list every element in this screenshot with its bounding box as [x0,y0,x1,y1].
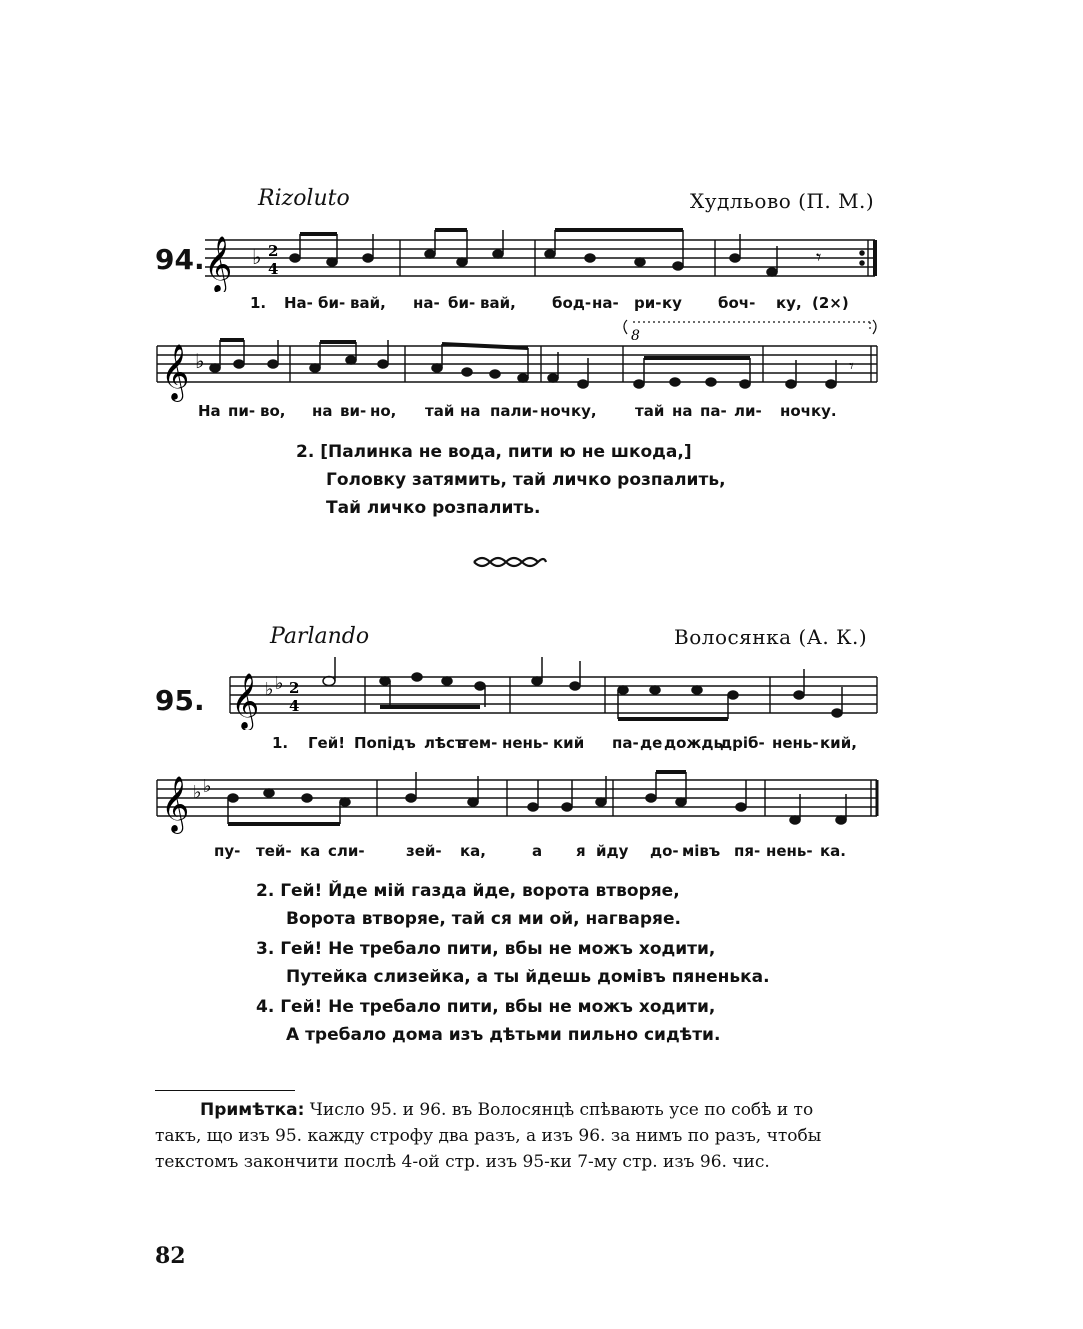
song-number-95: 95. [155,684,205,717]
lyric-94-1-0: 1. [250,294,267,312]
lyric-95-2-13: ка. [820,842,847,860]
staff-95-1 [225,655,890,730]
lyric-95-2-12: нень- [766,842,813,860]
svg-text:𝄾: 𝄾 [849,356,854,377]
lyric-95-1-5: нень- [502,734,549,752]
lyric-95-2-9: до- [650,842,679,860]
lyric-95-1-11: нень- [772,734,819,752]
svg-text:♭: ♭ [195,349,205,373]
lyric-95-2-0: пу- [214,842,241,860]
verse-95-3-line-1: 3. Гей! Не требало пити, вбы не можъ ходити, [256,939,716,959]
lyric-95-1-2: Попідъ [354,734,416,752]
lyric-94-2-13: ли- [734,402,762,420]
svg-text:4: 4 [289,697,300,715]
lyric-94-1-9: ри- [634,294,662,312]
verse-94-line-2: Головку затямить, тай личко розпалить, [326,470,726,490]
lyric-95-2-10: мівъ [682,842,721,860]
svg-text:♭: ♭ [193,782,202,803]
verse-95-4-line-2: А требало дома изъ дѣтьми пильно сидѣти. [286,1025,721,1045]
staff-94-2 [155,312,890,412]
verse-95-2-line-1: 2. Гей! Йде мій газда йде, ворота втворяе, [256,881,680,901]
svg-text:♭: ♭ [275,673,284,694]
footnote-rule [155,1090,295,1091]
lyric-94-2-7: на [460,402,481,420]
lyric-94-2-4: ви- [340,402,367,420]
staff-95-2 [155,758,890,838]
svg-text:♭: ♭ [265,679,274,700]
lyric-94-1-7: бод- [552,294,592,312]
lyric-94-2-1: пи- [228,402,256,420]
svg-text:𝄞: 𝄞 [231,673,260,729]
lyric-94-2-8: пали- [490,402,539,420]
lyric-95-2-5: ка, [460,842,487,860]
lyric-94-2-11: на [672,402,693,420]
lyric-94-2-5: но, [370,402,397,420]
verse-94-line-1: 2. [Палинка не вода, пити ю не шкода,] [296,442,692,462]
source-94: Худльово (П. М.) [690,189,875,213]
lyric-95-2-6: а [532,842,543,860]
lyric-95-2-4: зей- [406,842,442,860]
verse-95-4-line-1: 4. Гей! Не требало пити, вбы не можъ ходити, [256,997,716,1017]
verse-94-line-3: Тай личко розпалить. [326,498,541,518]
song-number-94: 94. [155,243,205,276]
svg-text:𝄾: 𝄾 [816,245,822,269]
source-95: Волосянка (А. К.) [674,625,868,649]
lyric-94-1-1: На- [284,294,313,312]
lyric-94-1-11: боч- [718,294,756,312]
staff-94-1 [200,222,890,292]
lyric-95-1-3: лѣсъ [424,734,467,752]
svg-text:𝄞: 𝄞 [161,776,190,832]
svg-text:♭: ♭ [203,776,212,797]
lyric-94-1-3: вай, [350,294,386,312]
tempo-95: Parlando [270,624,370,649]
lyric-95-2-2: ка [300,842,321,860]
svg-text:♭: ♭ [252,245,262,269]
svg-text:𝄞: 𝄞 [161,344,190,400]
page-number: 82 [155,1243,186,1269]
lyric-94-1-4: на- [413,294,440,312]
lyric-95-2-8: йду [596,842,629,860]
lyric-95-1-9: дождь [664,734,723,752]
lyric-95-1-8: де [640,734,663,752]
svg-text:2: 2 [268,242,279,260]
tempo-94: Rizoluto [258,186,350,211]
svg-text:8: 8 [631,328,640,344]
lyric-94-1-12: ку, [776,294,802,312]
footnote-label: Примѣтка: [200,1100,305,1120]
svg-text:2: 2 [289,679,300,697]
lyric-95-1-12: кий, [820,734,857,752]
svg-text:4: 4 [268,260,279,278]
lyric-95-1-6: кий [553,734,585,752]
footnote-text: Число 95. и 96. въ Волосянцѣ спѣвають усе по собѣ и то такъ, що изъ 95. кажду строфу два разъ, а изъ 96. за нимъ по разъ, чтобы текстомъ закончити послѣ 4-ой стр. изъ 95-ки 7-му стр. изъ 96. чис. [155,1100,822,1172]
lyric-94-1-13: (2×) [812,294,849,312]
separator-ornament-icon [470,552,550,572]
lyric-94-2-10: тай [635,402,665,420]
lyric-95-1-7: па- [612,734,639,752]
lyric-95-1-10: дріб- [720,734,765,752]
lyric-95-1-0: 1. [272,734,289,752]
lyric-94-1-5: би- [448,294,476,312]
verse-95-3-line-2: Путейка слизейка, а ты йдешь домівъ пяненька. [286,967,770,987]
lyric-95-1-4: тем- [460,734,498,752]
lyric-94-2-12: па- [700,402,727,420]
lyric-94-2-6: тай [425,402,455,420]
lyric-95-1-1: Гей! [308,734,346,752]
lyric-94-2-2: во, [260,402,286,420]
lyric-95-2-1: тей- [256,842,292,860]
lyric-94-2-14: ночку. [780,402,837,420]
lyric-94-2-0: На [198,402,221,420]
lyric-95-2-11: пя- [734,842,761,860]
svg-text:𝄞: 𝄞 [204,236,233,292]
lyric-94-1-6: вай, [480,294,516,312]
footnote [155,1097,855,1175]
verse-95-2-line-2: Ворота втворяе, тай ся ми ой, нагваряе. [286,909,681,929]
lyric-95-2-3: сли- [328,842,365,860]
lyric-94-1-2: би- [318,294,346,312]
lyric-94-2-9: ночку, [540,402,597,420]
lyric-94-1-10: ку [662,294,682,312]
lyric-94-2-3: на [312,402,333,420]
lyric-94-1-8: на- [592,294,619,312]
lyric-95-2-7: я [576,842,586,860]
